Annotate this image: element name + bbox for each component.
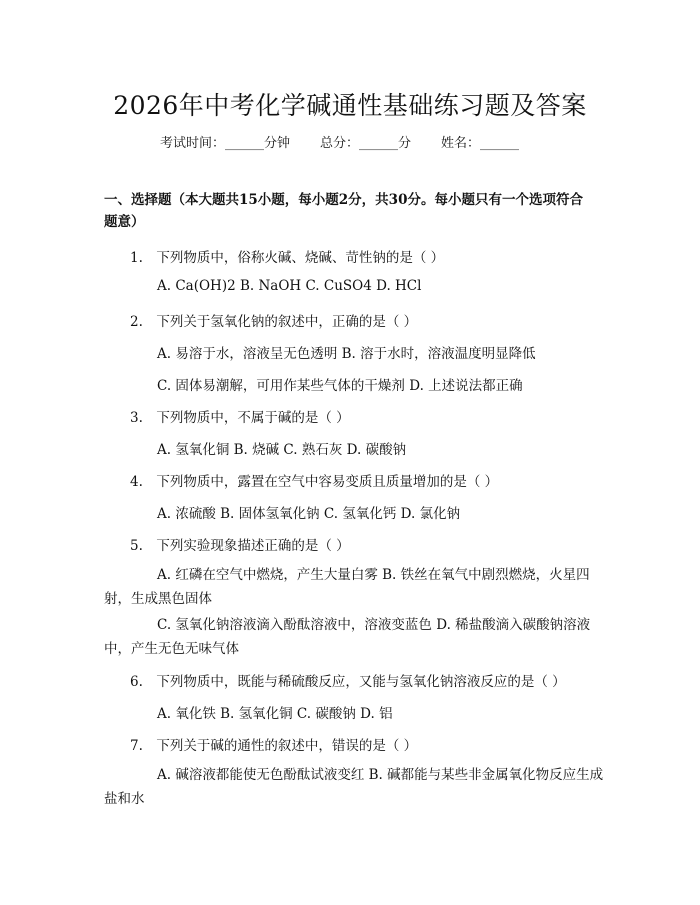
question-6-options: A. 氧化铁 B. 氢氧化铜 C. 碳酸钠 D. 铝 xyxy=(157,706,393,722)
question-2-options-ab: A. 易溶于水，溶液呈无色透明 B. 溶于水时，溶液温度明显降低 xyxy=(157,346,536,362)
question-4-stem: 4. 下列物质中，露置在空气中容易变质且质量增加的是（ ） xyxy=(130,474,499,490)
question-5-options-ab: A. 红磷在空气中燃烧，产生大量白雾 B. 铁丝在氧气中剧烈燃烧，火星四射，生成黑色固体 xyxy=(104,567,590,607)
total-score-field: 总分：______分 xyxy=(320,136,412,151)
question-1-stem: 1. 下列物质中，俗称火碱、烧碱、苛性钠的是（ ） xyxy=(130,250,445,266)
exam-info-line xyxy=(160,132,519,151)
question-7-options-ab: A. 碱溶液都能使无色酚酞试液变红 B. 碱都能与某些非金属氧化物反应生成盐和水 xyxy=(104,767,604,807)
page-title: 2026年中考化学碱通性基础练习题及答案 xyxy=(113,91,587,120)
question-2-stem: 2. 下列关于氢氧化钠的叙述中，正确的是（ ） xyxy=(130,314,418,330)
question-6-stem: 6. 下列物质中，既能与稀硫酸反应，又能与氢氧化钠溶液反应的是（ ） xyxy=(130,674,566,690)
question-5-stem: 5. 下列实验现象描述正确的是（ ） xyxy=(130,538,350,554)
question-3-stem: 3. 下列物质中，不属于碱的是（ ） xyxy=(130,410,350,426)
question-2-options-cd: C. 固体易潮解，可用作某些气体的干燥剂 D. 上述说法都正确 xyxy=(157,378,523,394)
section-heading: 一、选择题（本大题共15小题，每小题2分，共30分。每小题只有一个选项符合题意） xyxy=(104,192,583,230)
question-4-options: A. 浓硫酸 B. 固体氢氧化钠 C. 氢氧化钙 D. 氯化钠 xyxy=(157,506,461,522)
question-3-options: A. 氢氧化铜 B. 烧碱 C. 熟石灰 D. 碳酸钠 xyxy=(157,442,407,458)
exam-time-field: 考试时间：______分钟 xyxy=(160,136,291,151)
question-5-options-cd: C. 氢氧化钠溶液滴入酚酞溶液中，溶液变蓝色 D. 稀盐酸滴入碳酸钠溶液中，产生无色无味气体 xyxy=(104,617,591,657)
student-name-field: 姓名：______ xyxy=(441,136,520,151)
question-7-stem: 7. 下列关于碱的通性的叙述中，错误的是（ ） xyxy=(130,738,418,754)
question-1-options: A. Ca(OH)2 B. NaOH C. CuSO4 D. HCl xyxy=(157,278,422,294)
